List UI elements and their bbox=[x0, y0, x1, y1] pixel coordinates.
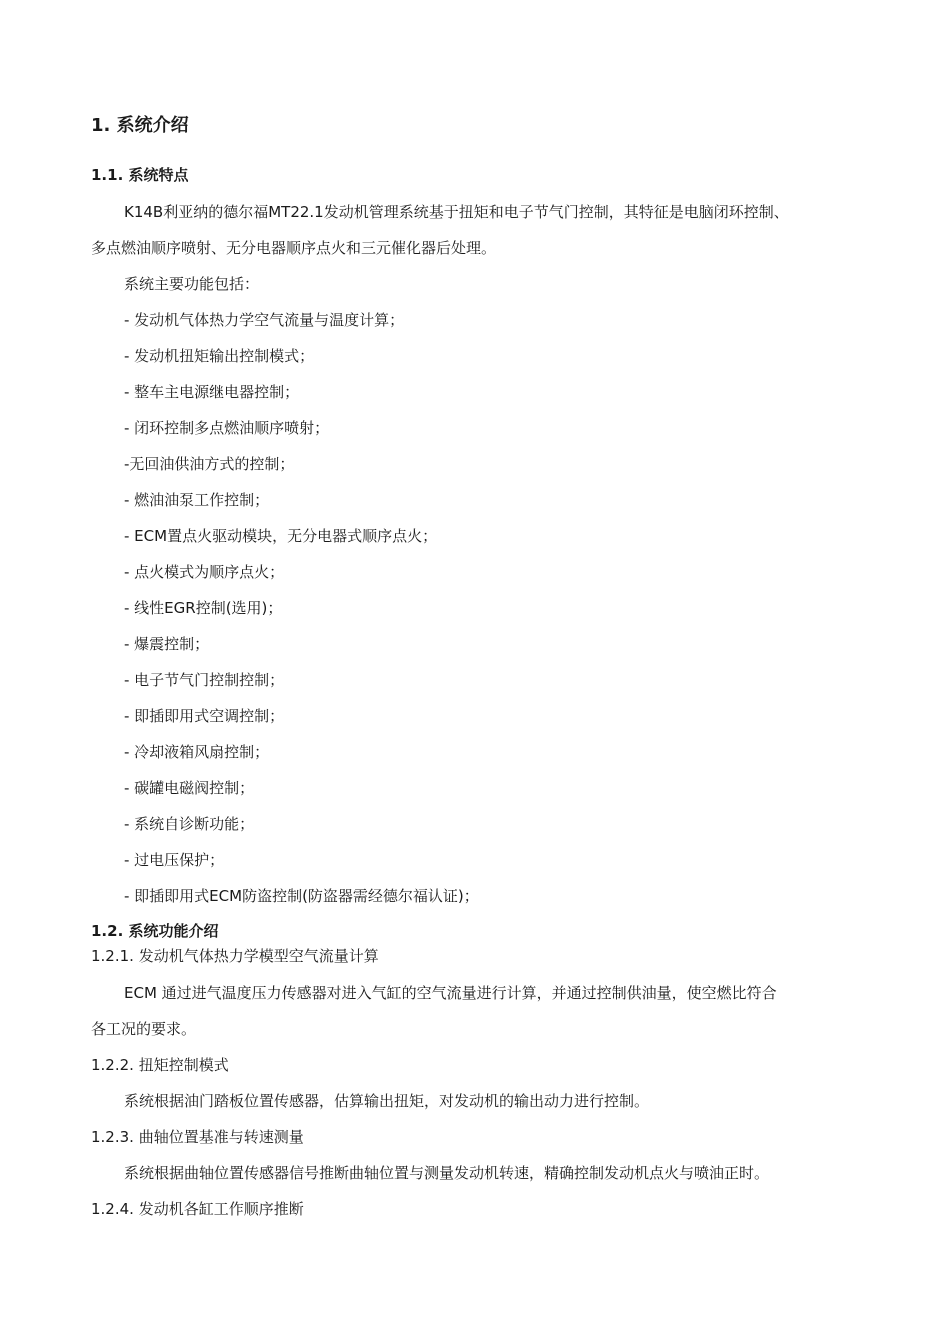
list-item: - 线性EGR控制(选用)； bbox=[124, 599, 283, 617]
list-item: - 即插即用式空调控制； bbox=[124, 707, 285, 725]
functions-intro: 系统主要功能包括： bbox=[124, 275, 260, 293]
list-item: - 发动机扭矩输出控制模式； bbox=[124, 347, 315, 365]
list-item: - 闭环控制多点燃油顺序喷射； bbox=[124, 419, 330, 437]
intro-paragraph-line-1: K14B利亚纳的德尔福MT22.1发动机管理系统基于扭矩和电子节气门控制，其特征是电脑闭环控制、 bbox=[124, 203, 789, 221]
list-item: - 碳罐电磁阀控制； bbox=[124, 779, 255, 797]
list-item: - 燃油油泵工作控制； bbox=[124, 491, 270, 509]
list-item: - 即插即用式ECM防盗控制(防盗器需经德尔福认证)； bbox=[124, 887, 479, 905]
list-item: - 整车主电源继电器控制； bbox=[124, 383, 300, 401]
list-item: - 冷却液箱风扇控制； bbox=[124, 743, 270, 761]
subsection-heading-1-2-4: 1.2.4. 发动机各缸工作顺序推断 bbox=[91, 1200, 304, 1218]
chapter-heading: 1. 系统介绍 bbox=[91, 115, 189, 136]
list-item: - 过电压保护； bbox=[124, 851, 225, 869]
list-item: - 系统自诊断功能； bbox=[124, 815, 255, 833]
intro-paragraph-line-2: 多点燃油顺序喷射、无分电器顺序点火和三元催化器后处理。 bbox=[91, 239, 497, 257]
subsection-heading-1-2-3: 1.2.3. 曲轴位置基准与转速测量 bbox=[91, 1128, 304, 1146]
list-item: - 爆震控制； bbox=[124, 635, 210, 653]
list-item: -无回油供油方式的控制； bbox=[124, 455, 295, 473]
section-heading-1-2: 1.2. 系统功能介绍 bbox=[91, 922, 219, 940]
list-item: - 电子节气门控制控制； bbox=[124, 671, 285, 689]
subsection-1-2-1-line-1: ECM 通过进气温度压力传感器对进入气缸的空气流量进行计算，并通过控制供油量，使空燃比符合 bbox=[124, 984, 777, 1002]
subsection-1-2-3-line-1: 系统根据曲轴位置传感器信号推断曲轴位置与测量发动机转速，精确控制发动机点火与喷油正时。 bbox=[124, 1164, 770, 1182]
subsection-heading-1-2-1: 1.2.1. 发动机气体热力学模型空气流量计算 bbox=[91, 947, 379, 965]
list-item: - ECM置点火驱动模块，无分电器式顺序点火； bbox=[124, 527, 438, 545]
list-item: - 发动机气体热力学空气流量与温度计算； bbox=[124, 311, 405, 329]
subsection-heading-1-2-2: 1.2.2. 扭矩控制模式 bbox=[91, 1056, 229, 1074]
list-item: - 点火模式为顺序点火； bbox=[124, 563, 285, 581]
section-heading-1-1: 1.1. 系统特点 bbox=[91, 166, 189, 184]
subsection-1-2-2-line-1: 系统根据油门踏板位置传感器，估算输出扭矩，对发动机的输出动力进行控制。 bbox=[124, 1092, 650, 1110]
subsection-1-2-1-line-2: 各工况的要求。 bbox=[91, 1020, 197, 1038]
